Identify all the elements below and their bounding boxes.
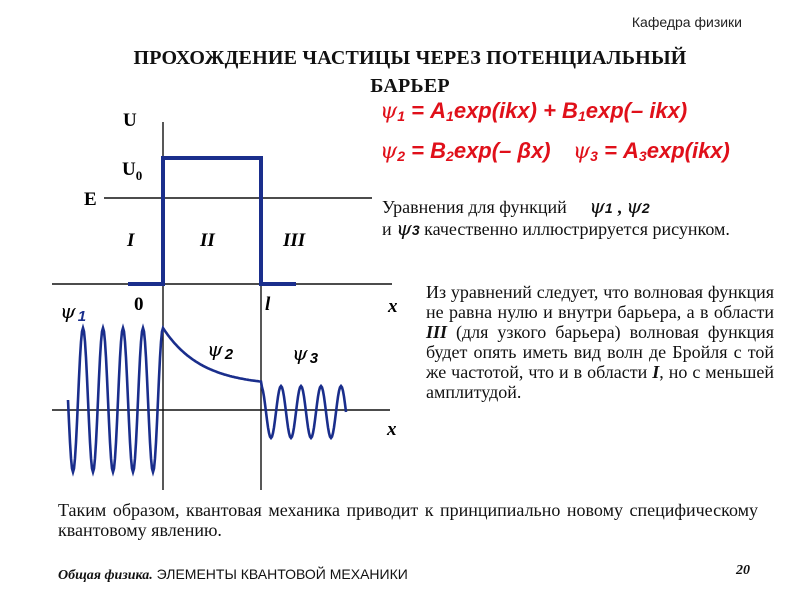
title-line-2: БАРЬЕР <box>370 75 450 97</box>
label-psi1: ψ 1 <box>60 299 87 325</box>
label-region-3: III <box>283 230 306 251</box>
label-energy: E <box>84 189 97 210</box>
label-barrier-width: l <box>265 294 271 315</box>
label-u0: $U_0$ <box>122 159 143 183</box>
potential-barrier-line <box>128 158 296 284</box>
equation-psi1: $\psi_1 = A_1\exp(ikx) + B_1\exp(-$ ikx) <box>380 98 688 124</box>
paragraph-functions: Уравнения для функций ψ1 , ψ2 и ψ3 качественно иллюстрируется рисунком. <box>382 194 730 240</box>
label-x-top: x <box>388 296 398 317</box>
department-label: Кафедра физики <box>631 14 742 30</box>
page-number: 20 <box>736 563 750 578</box>
equation-psi2-psi3: $\psi_2 = B_2\exp(-$ βx) $\psi_3 = A_3\exp(ikx)$ <box>380 138 730 164</box>
label-psi3: ψ 3 <box>292 341 319 367</box>
conclusion-text: Таким образом, квантовая механика приводит к принципиально новому специфическому квантовому явлению. <box>58 500 758 540</box>
label-x-bottom: x <box>387 419 397 440</box>
title-line-1: ПРОХОЖДЕНИЕ ЧАСТИЦЫ ЧЕРЕЗ ПОТЕНЦИАЛЬНЫЙ <box>133 47 687 69</box>
label-psi2: ψ 2 <box>207 337 234 363</box>
footer-course: Общая физика. ЭЛЕМЕНТЫ КВАНТОВОЙ МЕХАНИКИ <box>58 566 408 583</box>
paragraph-explanation: Из уравнений следует, что волновая функция не равна нулю и внутри барьера, а в области III (для узкого барьера) волновая функция будет опять иметь вид волн де Бройля с той же частотой, что и в области I, но с меньшей амплитудой. <box>426 282 775 402</box>
label-u-axis: U <box>123 110 137 131</box>
label-origin: 0 <box>134 294 144 315</box>
label-region-1: I <box>127 230 135 251</box>
label-region-2: II <box>200 230 215 251</box>
